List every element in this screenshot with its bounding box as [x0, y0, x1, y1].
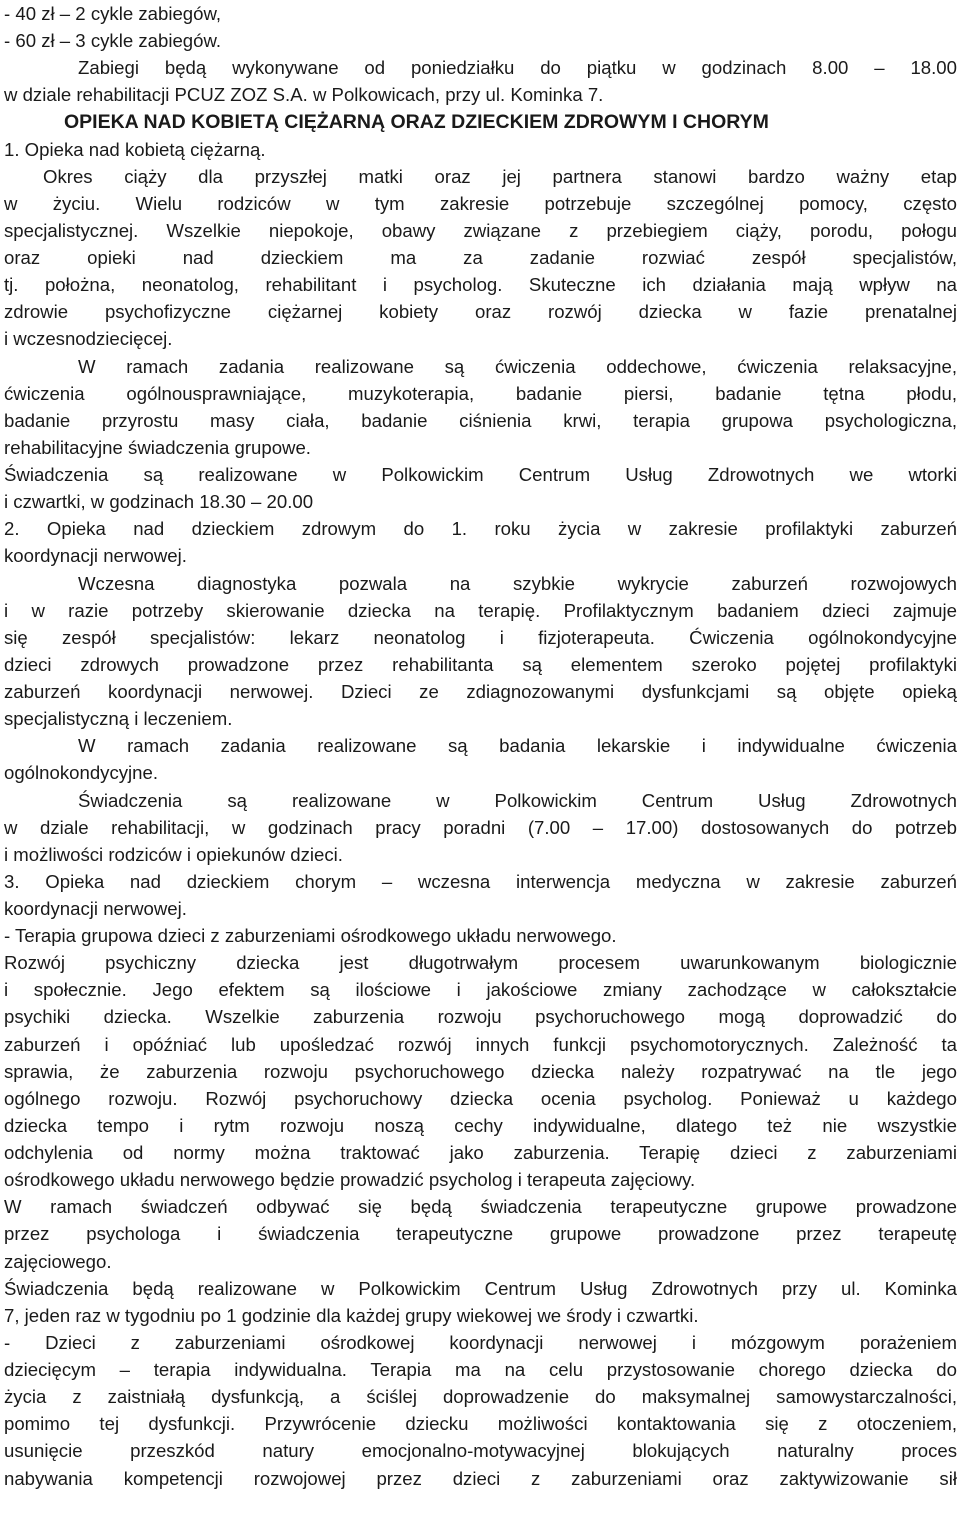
- text-line: ćwiczenia ogólnousprawniające, muzykoterapia, badanie piersi, badanie tętna płodu,: [4, 382, 957, 404]
- text-line: sprawia, że zaburzenia rozwoju psychoruchowego dziecka należy rozpatrywać na tle jego: [4, 1060, 957, 1082]
- text-line: Rozwój psychiczny dziecka jest długotrwałym procesem uwarunkowanym biologicznie: [4, 952, 957, 974]
- text-line: 1. Opieka nad kobietą ciężarną.: [4, 138, 266, 160]
- text-line: koordynacji nerwowej.: [4, 545, 187, 567]
- text-line: usunięcie przeszkód natury emocjonalno-motywacyjnej blokujących naturalny proces: [4, 1440, 957, 1462]
- text-line: się zespół specjalistów: lekarz neonatolog i fizjoterapeuta. Ćwiczenia ogólnokondycyjne: [4, 626, 957, 648]
- text-line: dziecięcym – terapia indywidualna. Terapia ma na celu przystosowanie chorego dziecka do: [4, 1359, 957, 1380]
- text-line: specjalistyczną i leczeniem.: [4, 708, 233, 730]
- text-line: rehabilitacyjne świadczenia grupowe.: [4, 436, 311, 458]
- text-line: specjalistycznej. Wszelkie niepokoje, obawy związane z przebiegiem ciąży, porodu, połogu: [4, 220, 957, 241]
- text-line: zdrowie psychofizyczne ciężarnej kobiety oraz rozwój dziecka w fazie prenatalnej: [4, 301, 957, 323]
- text-line: zajęciowego.: [4, 1250, 112, 1272]
- text-line: w dziale rehabilitacji, w godzinach pracy poradni (7.00 – 17.00) dostosowanych do potrzeb: [4, 816, 957, 838]
- text-line: oraz opieki nad dzieckiem ma za zadanie rozwiać zespół specjalistów,: [4, 247, 957, 269]
- text-line: koordynacji nerwowej.: [4, 898, 187, 919]
- text-line: i w razie potrzeby skierowanie dziecka na terapię. Profilaktycznym badaniem dzieci zajmuje: [4, 599, 957, 621]
- text-line: tj. położna, neonatolog, rehabilitant i psycholog. Skuteczne ich działania mają wpływ na: [4, 274, 957, 296]
- text-line: Świadczenia będą realizowane w Polkowickim Centrum Usług Zdrowotnych przy ul. Kominka: [4, 1277, 957, 1299]
- text-line: psychiki dziecka. Wszelkie zaburzenia rozwoju psychoruchowego mogą doprowadzić do: [4, 1006, 957, 1028]
- text-line: pomimo tej dysfunkcji. Przywrócenie dziecku możliwości kontaktowania się z otoczeniem,: [4, 1413, 957, 1435]
- section-heading: OPIEKA NAD KOBIETĄ CIĘŻARNĄ ORAZ DZIECKIEM ZDROWYM I CHORYM: [64, 110, 769, 133]
- text-line: i wczesnodziecięcej.: [4, 328, 173, 350]
- text-line: i społecznie. Jego efektem są ilościowe i jakościowe zmiany zachodzące w całokształcie: [4, 979, 957, 1001]
- text-line: odchylenia od normy można traktować jako zaburzenia. Terapię dzieci z zaburzeniami: [4, 1142, 957, 1163]
- text-line: przez psychologa i świadczenia terapeutyczne grupowe prowadzone przez terapeutę: [4, 1223, 957, 1245]
- text-line: życia z zaistniałą dysfunkcją, a ściślej doprowadzenie do maksymalnej samowystarczalności,: [4, 1386, 957, 1408]
- text-line: W ramach zadania realizowane są badania lekarskie i indywidualne ćwiczenia: [78, 735, 957, 757]
- text-line: w życiu. Wielu rodziców w tym zakresie potrzebuje szczególnej pomocy, często: [4, 192, 957, 214]
- text-line: nabywania kompetencji rozwojowej przez dzieci z zaburzeniami oraz zaktywizowanie sił: [4, 1467, 957, 1489]
- text-line: ośrodkowego układu nerwowego będzie prowadzić psycholog i terapeuta zajęciowy.: [4, 1169, 696, 1191]
- text-line: Okres ciąży dla przyszłej matki oraz jej partnera stanowi bardzo ważny etap: [43, 165, 957, 187]
- text-line: i możliwości rodziców i opiekunów dzieci.: [4, 843, 343, 865]
- text-line: zaburzeń koordynacji nerwowej. Dzieci ze zdiagnozowanymi dysfunkcjami są objęte opieką: [4, 681, 957, 702]
- text-line: dziecka tempo i rytm rozwoju noszą cechy indywidualne, dlatego też nie wszystkie: [4, 1114, 957, 1136]
- text-line: 3. Opieka nad dzieckiem chorym – wczesna interwencja medyczna w zakresie zaburzeń: [4, 870, 957, 892]
- text-line: w dziale rehabilitacji PCUZ ZOZ S.A. w Polkowicach, przy ul. Kominka 7.: [4, 84, 604, 106]
- text-line: 7, jeden raz w tygodniu po 1 godzinie dla każdej grupy wiekowej we środy i czwartki.: [4, 1304, 699, 1326]
- text-line: - 40 zł – 2 cykle zabiegów,: [4, 3, 222, 24]
- text-line: - Terapia grupowa dzieci z zaburzeniami ośrodkowego układu nerwowego.: [4, 925, 617, 947]
- text-line: W ramach zadania realizowane są ćwiczenia oddechowe, ćwiczenia relaksacyjne,: [78, 355, 957, 377]
- text-line: ogólnokondycyjne.: [4, 762, 159, 784]
- text-line: zaburzeń i opóźniać lub upośledzać rozwój innych funkcji psychomotorycznych. Zależność ta: [4, 1033, 957, 1055]
- text-line: Świadczenia są realizowane w Polkowickim Centrum Usług Zdrowotnych: [78, 789, 957, 811]
- text-line: i czwartki, w godzinach 18.30 – 20.00: [4, 491, 314, 513]
- text-line: Świadczenia są realizowane w Polkowickim Centrum Usług Zdrowotnych we wtorki: [4, 464, 957, 485]
- text-line: Zabiegi będą wykonywane od poniedziałku do piątku w godzinach 8.00 – 18.00: [78, 57, 957, 79]
- text-line: 2. Opieka nad dzieckiem zdrowym do 1. roku życia w zakresie profilaktyki zaburzeń: [4, 518, 957, 540]
- text-line: W ramach świadczeń odbywać się będą świadczenia terapeutyczne grupowe prowadzone: [4, 1196, 957, 1218]
- text-line: badanie przyrostu masy ciała, badanie ciśnienia krwi, terapia grupowa psychologiczna,: [4, 409, 957, 431]
- text-line: dzieci zdrowych prowadzone przez rehabilitanta są elementem szeroko pojętej profilaktyki: [4, 653, 957, 675]
- text-line: Wczesna diagnostyka pozwala na szybkie wykrycie zaburzeń rozwojowych: [78, 572, 957, 594]
- text-line: ogólnego rozwoju. Rozwój psychoruchowy dziecka ocenia psycholog. Ponieważ u każdego: [4, 1087, 957, 1109]
- text-line: - Dzieci z zaburzeniami ośrodkowej koordynacji nerwowej i mózgowym porażeniem: [4, 1331, 957, 1353]
- text-line: - 60 zł – 3 cykle zabiegów.: [4, 30, 222, 52]
